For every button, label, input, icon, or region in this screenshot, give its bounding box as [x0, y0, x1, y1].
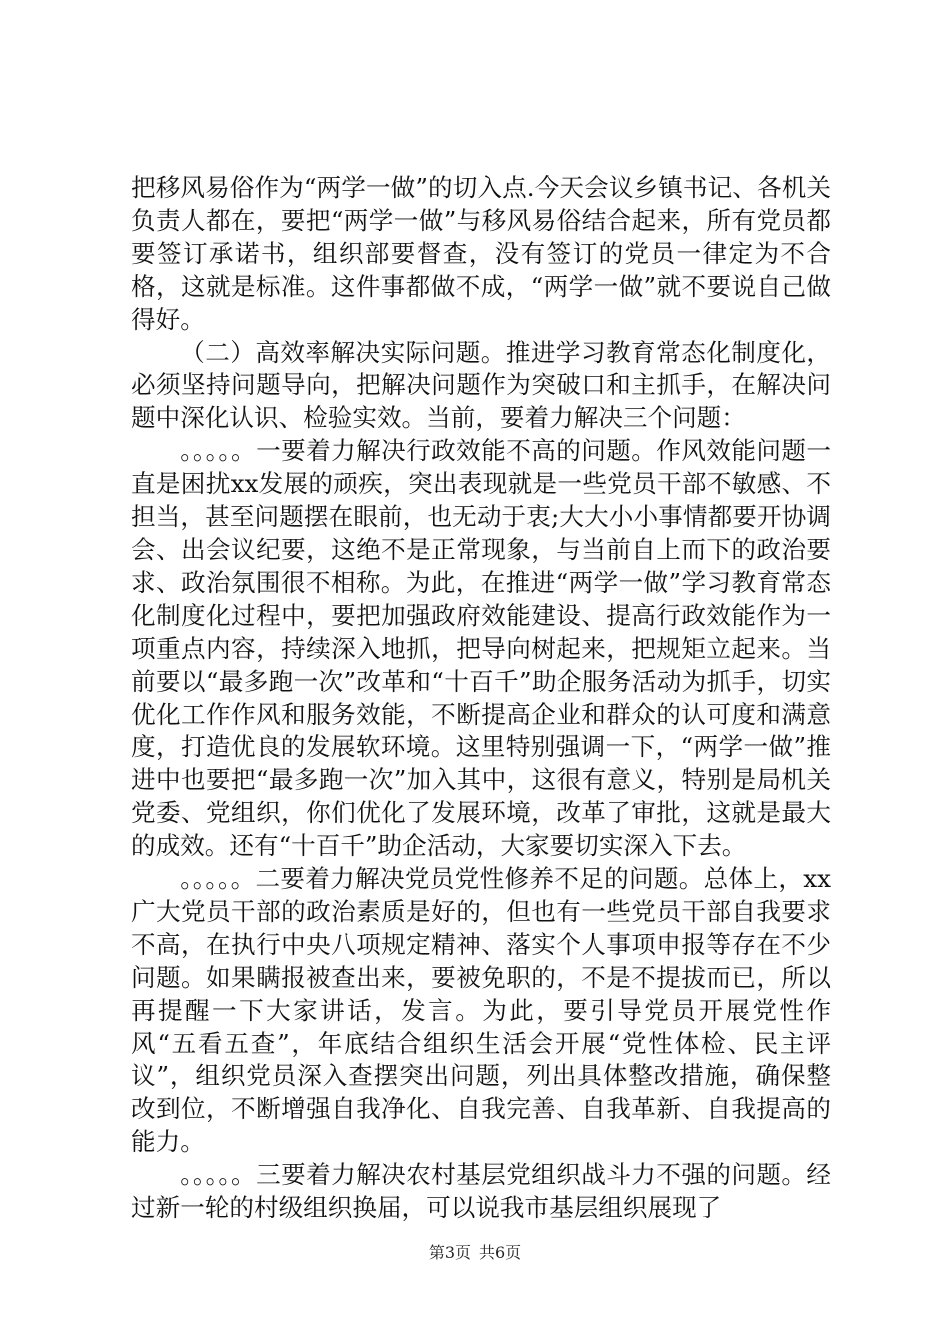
paragraph-item-two: 。。。。。二要着力解决党员党性修养不足的问题。总体上，xx广大党员干部的政治素质是好的，但也有一些党员干部自我要求不高，在执行中央八项规定精神、落实个人事项申报等存在不少问题。如果瞒报被查出来，要被免职的，不是不提拔而已，所以再提醒一下大家讲话，发言。为此，要引导党员开展党性作风“五看五查”，年底结合组织生活会开展“党性体检、民主评议”，组织党员深入查摆突出问题，列出具体整改措施，确保整改到位，不断增强自我净化、自我完善、自我革新、自我提高的能力。	[131, 864, 831, 1157]
paragraph-section-heading: （二）高效率解决实际问题。推进学习教育常态化制度化，必须坚持问题导向，把解决问题作为突破口和主抓手，在解决问题中深化认识、检验实效。当前，要着力解决三个问题：	[131, 337, 831, 433]
paragraph-item-three: 。。。。。三要着力解决农村基层党组织战斗力不强的问题。经过新一轮的村级组织换届，可以说我市基层组织展现了	[131, 1160, 831, 1223]
paragraph-continuation: 把移风易俗作为“两学一做”的切入点.今天会议乡镇书记、各机关负责人都在，要把“两学一做”与移风易俗结合起来，所有党员都要签订承诺书，组织部要督查，没有签订的党员一律定为不合格，这就是标准。这件事都做不成，“两学一做”就不要说自己做得好。	[131, 173, 831, 334]
paragraph-item-one: 。。。。。一要着力解决行政效能不高的问题。作风效能问题一直是困扰xx发展的顽疾，突出表现就是一些党员干部不敏感、不担当，甚至问题摆在眼前，也无动于衷;大大小小事情都要开协调会、出会议纪要，这绝不是正常现象，与当前自上而下的政治要求、政治氛围很不相称。为此，在推进“两学一做”学习教育常态化制度化过程中，要把加强政府效能建设、提高行政效能作为一项重点内容，持续深入地抓，把导向树起来，把规矩立起来。当前要以“最多跑一次”改革和“十百千”助企服务活动为抓手，切实优化工作作风和服务效能，不断提高企业和群众的认可度和满意度，打造优良的发展软环境。这里特别强调一下，“两学一做”推进中也要把“最多跑一次”加入其中，这很有意义，特别是局机关党委、党组织，你们优化了发展环境，改革了审批，这就是最大的成效。还有“十百千”助企活动，大家要切实深入下去。	[131, 436, 831, 861]
page-number: 第3页	[428, 1243, 471, 1262]
document-body	[131, 172, 831, 1225]
page-total: 共6页	[479, 1243, 522, 1262]
page-footer	[0, 1243, 950, 1263]
